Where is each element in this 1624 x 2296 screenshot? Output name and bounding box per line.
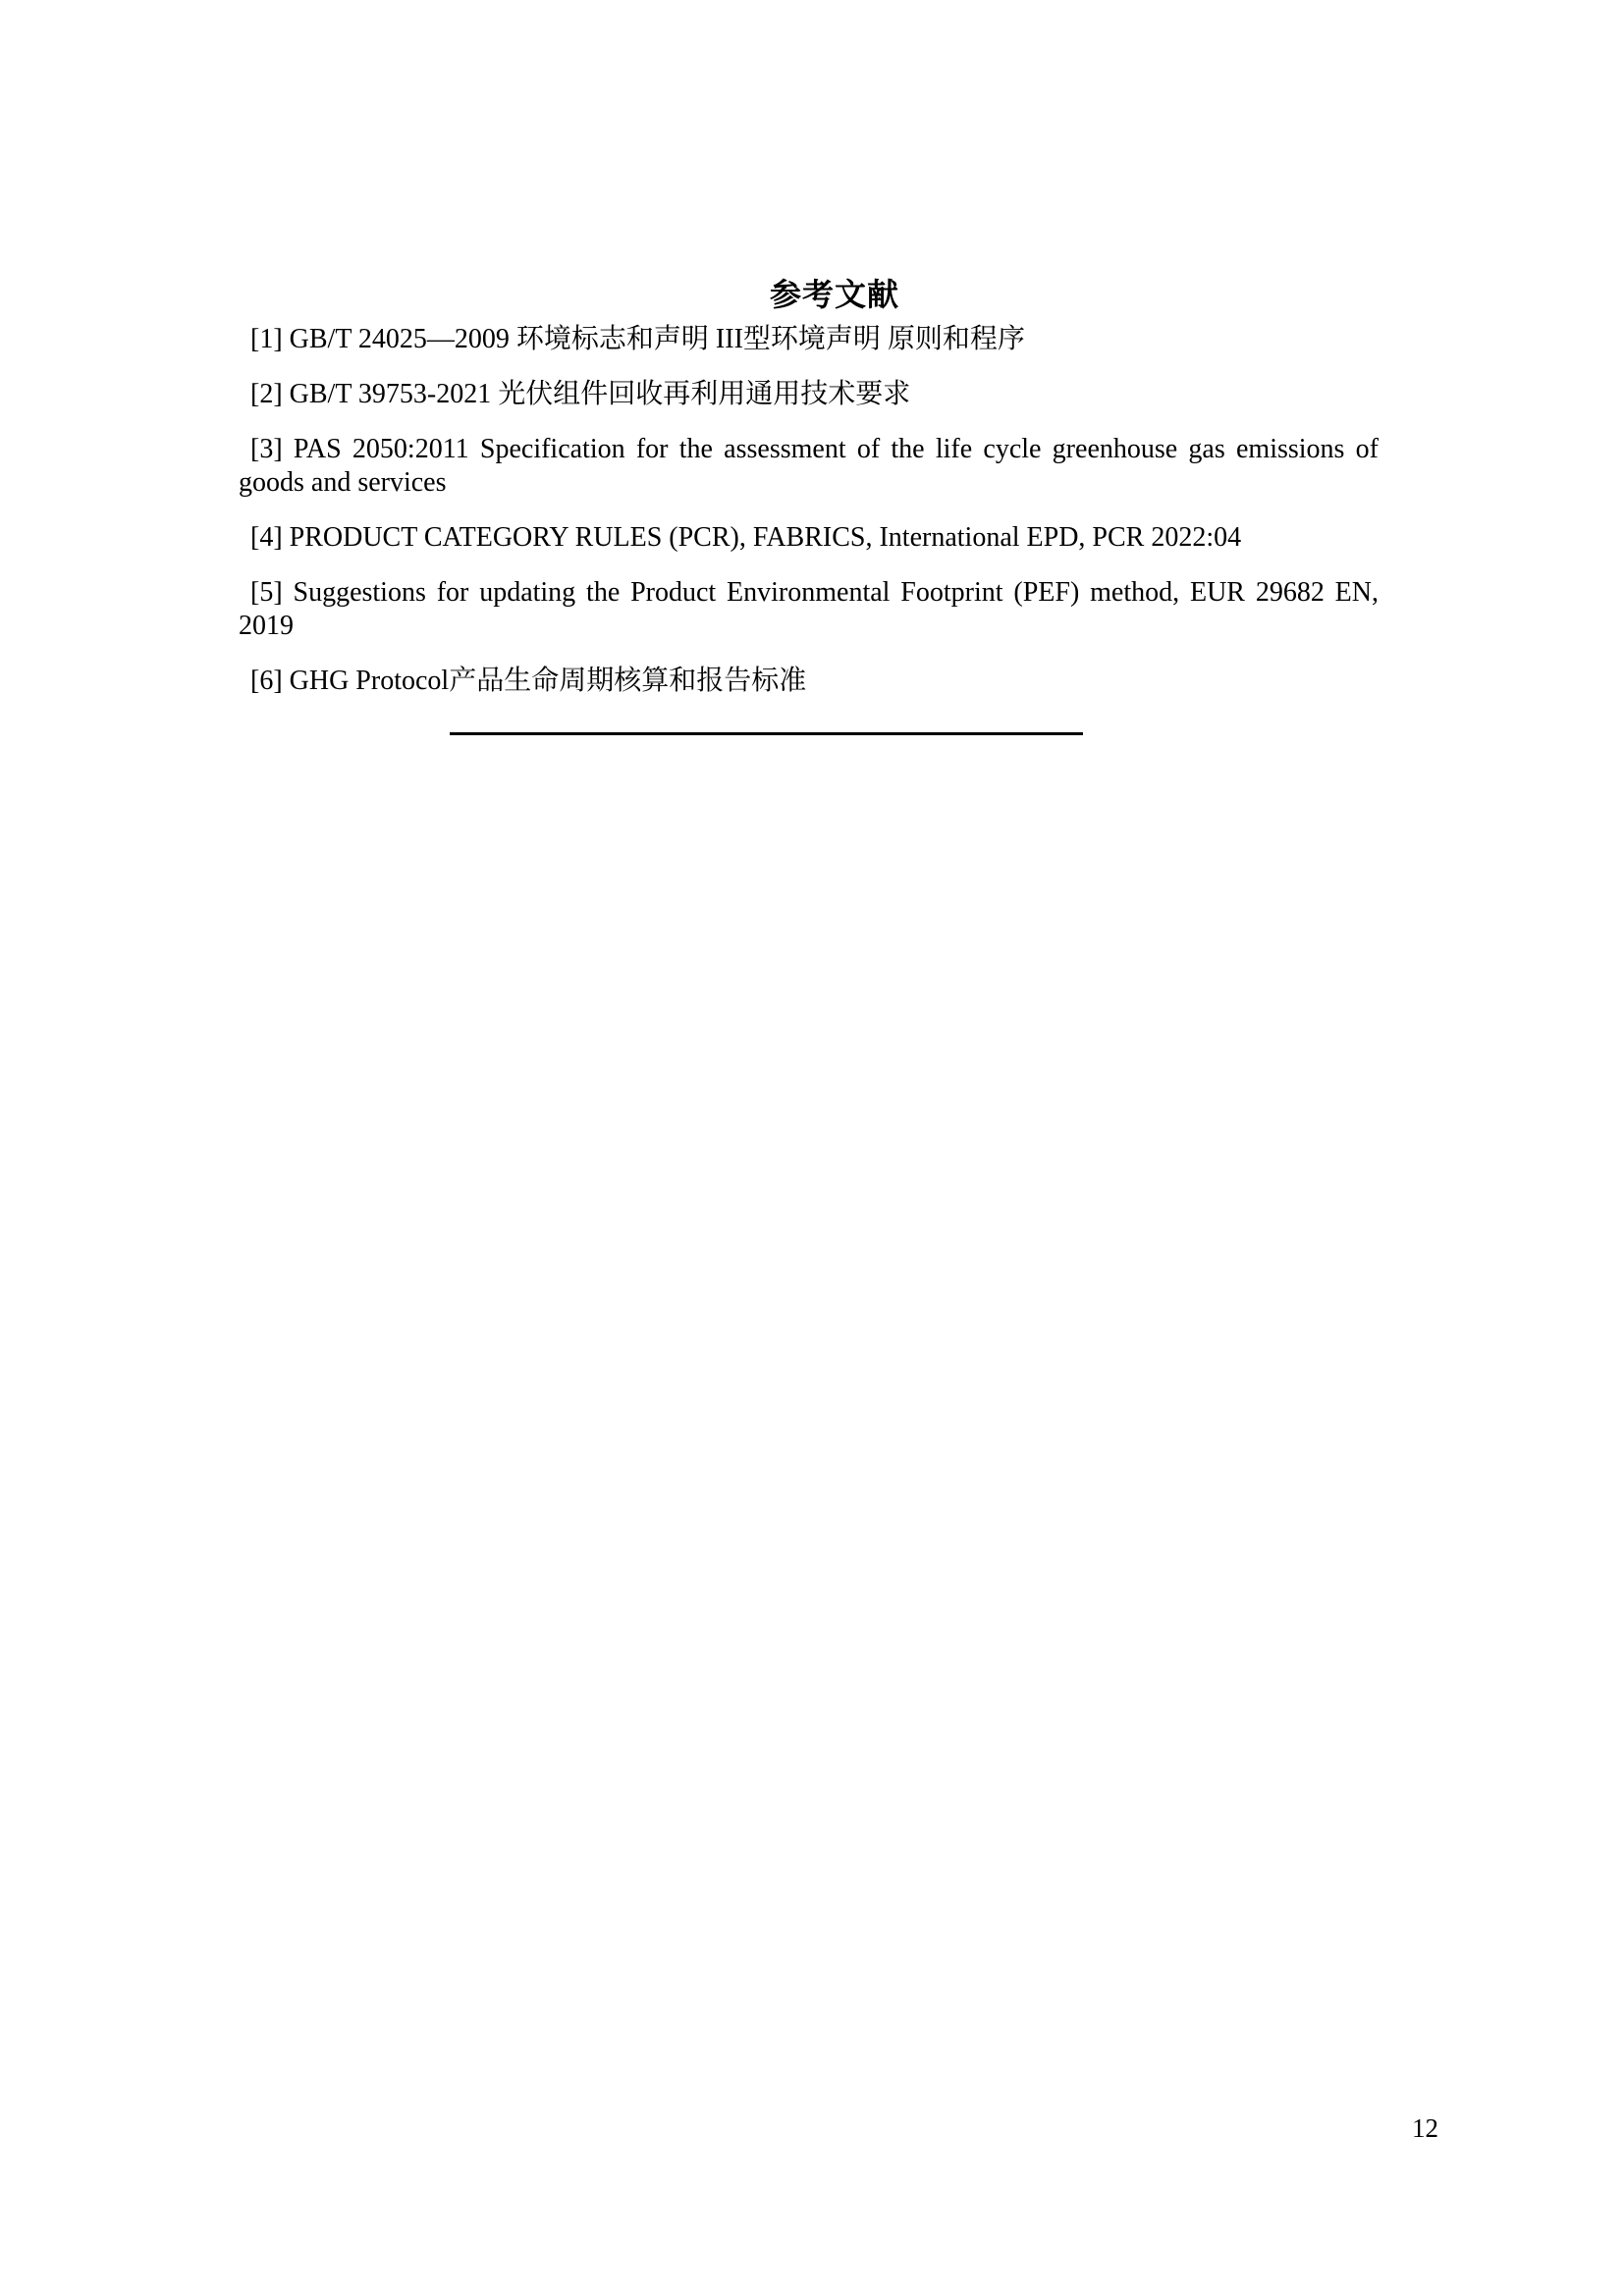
reference-item: [1] GB/T 24025—2009 环境标志和声明 III型环境声明 原则和程序 bbox=[250, 324, 1025, 354]
reference-item: [2] GB/T 39753-2021 光伏组件回收再利用通用技术要求 bbox=[250, 379, 911, 409]
page-number: 12 bbox=[1412, 2113, 1438, 2143]
reference-list bbox=[239, 323, 1379, 720]
reference-item: [6] GHG Protocol产品生命周期核算和报告标准 bbox=[250, 666, 807, 696]
page-title: 参考文献 bbox=[769, 277, 899, 313]
reference-item: [3] PAS 2050:2011 Specification for the assessment of the life cycle greenhouse gas emissions of goods and services bbox=[239, 434, 1379, 498]
reference-item: [5] Suggestions for updating the Product Environmental Footprint (PEF) method, EUR 29682 EN, 2019 bbox=[239, 577, 1379, 641]
end-of-document-divider bbox=[450, 732, 1083, 735]
reference-item: [4] PRODUCT CATEGORY RULES (PCR), FABRICS, International EPD, PCR 2022:04 bbox=[250, 522, 1242, 553]
